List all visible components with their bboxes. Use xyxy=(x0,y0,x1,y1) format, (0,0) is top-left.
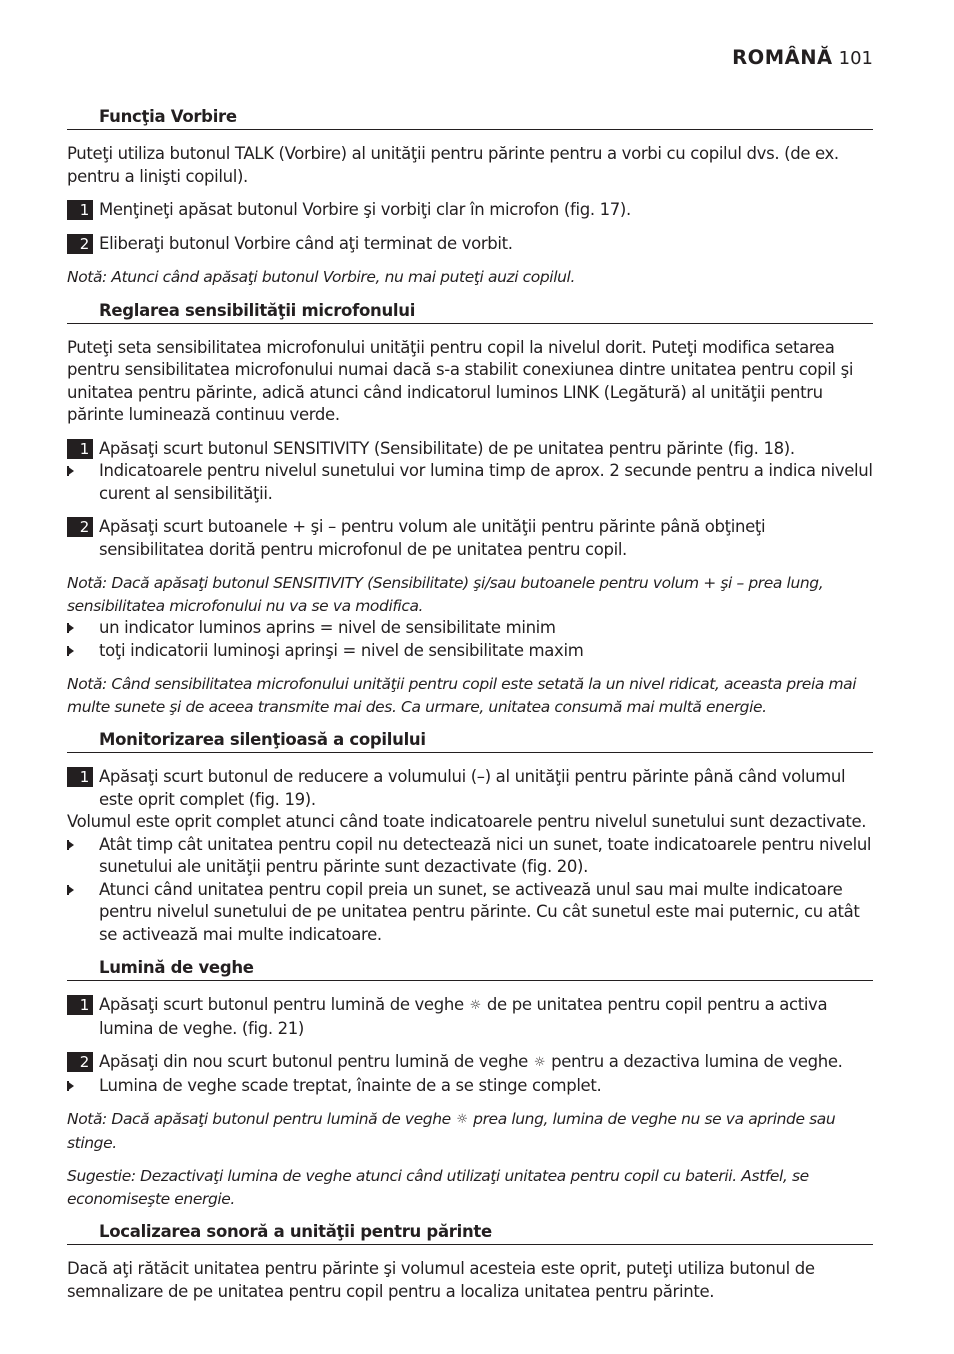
nightlight-step-2 xyxy=(67,1051,873,1075)
talk-note: Notă: Atunci când apăsaţi butonul Vorbire, nu mai puteţi auzi copilul. xyxy=(67,268,575,286)
sensitivity-step-1 xyxy=(67,438,873,461)
step-number: 1 xyxy=(67,439,93,459)
night-light-icon: ☼ xyxy=(533,1055,546,1070)
bullet-arrow-icon xyxy=(67,885,74,895)
talk-step-1 xyxy=(67,199,873,222)
section-heading-nightlight: Lumină de veghe xyxy=(67,957,873,981)
sensitivity-bullet-min xyxy=(67,617,873,640)
step-text: Eliberaţi butonul Vorbire când aţi terminat de vorbit. xyxy=(99,233,513,253)
nightlight-note xyxy=(67,1108,873,1154)
step-text: de pe unitatea pentru copil pentru a activa lumina de veghe. (fig. 21) xyxy=(99,995,828,1038)
silent-bullet-2 xyxy=(67,879,873,947)
silent-bullet-1 xyxy=(67,834,873,879)
bullet-text: un indicator luminos aprins = nivel de sensibilitate minim xyxy=(99,618,556,637)
sensitivity-step-1-result xyxy=(67,460,873,505)
sensitivity-step-2 xyxy=(67,516,873,561)
step-text: Apăsaţi din nou scurt butonul pentru lumină de veghe xyxy=(99,1052,528,1071)
bullet-text: Lumina de veghe scade treptat, înainte de a se stinge complet. xyxy=(99,1075,602,1095)
silent-para: Volumul este oprit complet atunci când toate indicatoarele pentru nivelul sunetului sunt dezactivate. xyxy=(67,812,867,831)
sensitivity-note-1: Notă: Dacă apăsaţi butonul SENSITIVITY (Sensibilitate) şi/sau butoanele pentru volum + şi – prea lung, sensibilitatea microfonului nu va se va modifica. xyxy=(67,574,824,615)
bullet-arrow-icon xyxy=(67,840,74,850)
step-number: 2 xyxy=(67,1052,93,1072)
bullet-text: toţi indicatorii luminoşi aprinşi = nivel de sensibilitate maxim xyxy=(99,640,584,660)
sensitivity-intro: Puteţi seta sensibilitatea microfonului unităţii pentru copil la nivelul dorit. Puteţi modifica setarea pentru sensibilitatea microfonului numai dacă s-a stabilit conexiunea dintre unitatea pentru copil şi unitatea pentru părinte, adică atunci când indicatorul luminos LINK (Legătură) al unităţii pentru părinte luminează continuu verde. xyxy=(67,337,854,424)
step-text: pentru a dezactiva lumina de veghe. xyxy=(551,1052,843,1071)
step-text: Apăsaţi scurt butonul de reducere a volumului (–) al unităţii pentru părinte până când volumul este oprit complet (fig. 19). xyxy=(99,767,846,809)
step-number: 1 xyxy=(67,995,93,1015)
bullet-text: Indicatoarele pentru nivelul sunetului vor lumina timp de aprox. 2 secunde pentru a indica nivelul curent al sensibilităţii. xyxy=(99,461,873,503)
nightlight-step-1 xyxy=(67,994,873,1040)
note-text: Notă: Dacă apăsaţi butonul pentru lumină de veghe xyxy=(67,1110,451,1128)
bullet-text: Atunci când unitatea pentru copil preia un sunet, se activează unul sau mai multe indicatoare pentru nivelul sunetului de pe unitatea pentru părinte. Cu cât sunetul este mai puternic, cu atât se activează mai multe indicatoare. xyxy=(99,879,860,944)
bullet-arrow-icon xyxy=(67,1081,74,1091)
silent-step-1 xyxy=(67,766,873,811)
page-content xyxy=(67,106,873,1314)
step-text: Apăsaţi scurt butonul SENSITIVITY (Sensibilitate) de pe unitatea pentru părinte (fig. 18). xyxy=(99,438,795,458)
step-number: 1 xyxy=(67,767,93,787)
step-text: Apăsaţi scurt butonul pentru lumină de veghe xyxy=(99,995,464,1014)
section-heading-sensitivity: Reglarea sensibilităţii microfonului xyxy=(67,300,873,324)
step-number: 2 xyxy=(67,234,93,254)
step-number: 1 xyxy=(67,200,93,220)
bullet-arrow-icon xyxy=(67,623,74,633)
talk-intro: Puteţi utiliza butonul TALK (Vorbire) al unităţii pentru părinte pentru a vorbi cu copilul dvs. (de ex. pentru a linişti copilul). xyxy=(67,144,839,186)
nightlight-bullet xyxy=(67,1075,873,1098)
page-number: 101 xyxy=(838,48,873,69)
bullet-arrow-icon xyxy=(67,646,74,656)
language-label: ROMÂNĂ xyxy=(732,46,833,69)
note-text: prea lung, lumina de veghe nu se va aprinde sau stinge. xyxy=(67,1110,836,1152)
bullet-text: Atât timp cât unitatea pentru copil nu detectează nici un sunet, toate indicatoarele pentru nivelul sunetului ale unităţii pentru părinte sunt dezactivate (fig. 20). xyxy=(99,834,872,876)
step-text: Apăsaţi scurt butoanele + şi – pentru volum ale unităţii pentru părinte până obţineţi sensibilitatea dorită pentru microfonul de pe unitatea pentru copil. xyxy=(99,517,766,559)
bullet-arrow-icon xyxy=(67,466,74,476)
page-header xyxy=(732,46,873,69)
night-light-icon: ☼ xyxy=(456,1112,468,1127)
step-text: Menţineţi apăsat butonul Vorbire şi vorbiţi clar în microfon (fig. 17). xyxy=(99,200,631,219)
step-number: 2 xyxy=(67,517,93,537)
night-light-icon: ☼ xyxy=(469,998,481,1013)
sensitivity-note-2: Notă: Când sensibilitatea microfonului unităţii pentru copil este setată la un nivel ridicat, aceasta preia mai multe sunete şi de aceea transmite mai des. Ca urmare, unitatea consumă mai multă energie. xyxy=(67,675,857,716)
nightlight-tip: Sugestie: Dezactivaţi lumina de veghe atunci când utilizaţi unitatea pentru copil cu baterii. Astfel, se economiseşte energie. xyxy=(67,1167,809,1208)
paging-text: Dacă aţi rătăcit unitatea pentru părinte şi volumul acesteia este oprit, puteţi utiliza butonul de semnalizare de pe unitatea pentru copil pentru a localiza unitatea pentru părinte. xyxy=(67,1259,815,1301)
sensitivity-bullet-max xyxy=(67,640,873,663)
section-heading-talk: Funcţia Vorbire xyxy=(67,106,873,130)
section-heading-silent: Monitorizarea silenţioasă a copilului xyxy=(67,729,873,753)
section-heading-paging: Localizarea sonoră a unităţii pentru părinte xyxy=(67,1221,873,1245)
talk-step-2 xyxy=(67,233,873,256)
